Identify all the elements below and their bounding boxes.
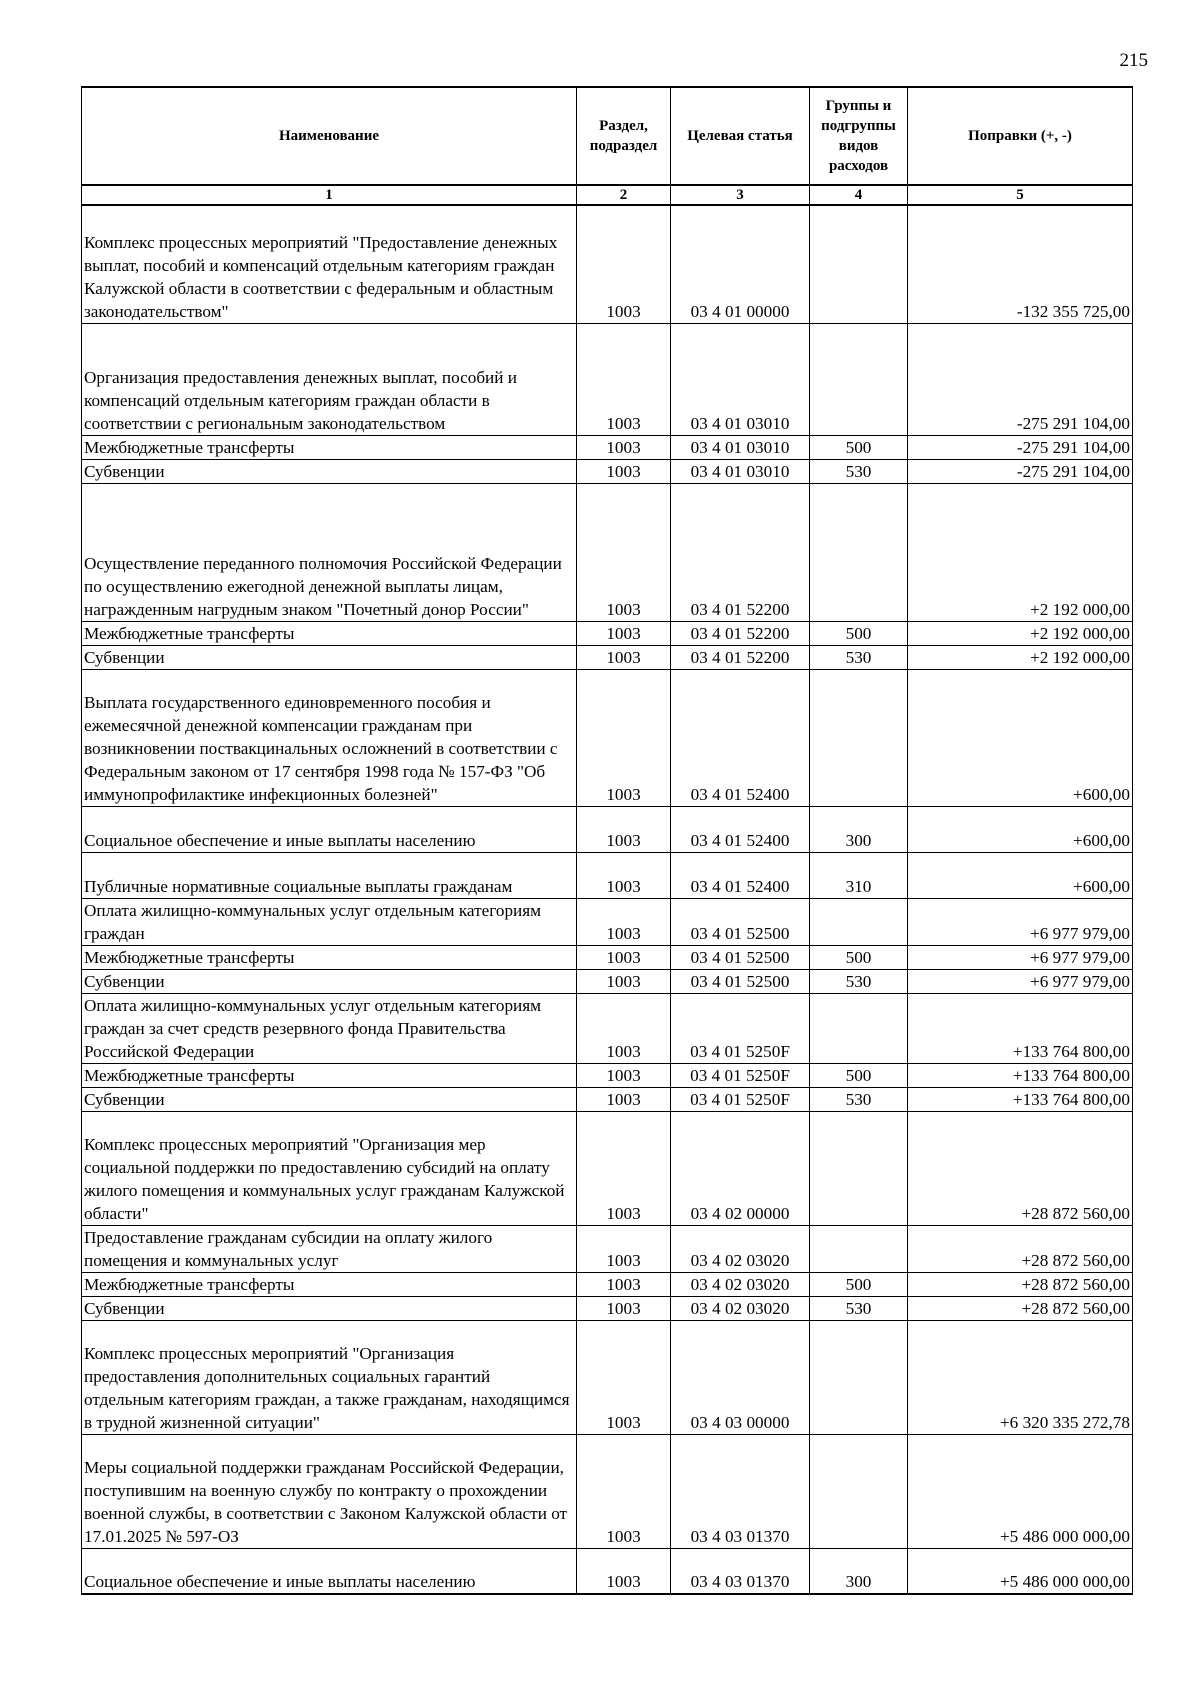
- cell-vid: [810, 1111, 908, 1225]
- table-row: [82, 621, 1133, 645]
- cell-vid: 310: [810, 852, 908, 898]
- cell-name: Выплата государственного единовременного пособия и ежемесячной денежной компенсации гражданам при возникновении поствакцинальных осложнений в соответствии с Федеральным законом от 17 сентября 1998 года № 157-ФЗ "Об иммунопрофилактике инфекционных болезней": [82, 669, 577, 806]
- cell-amount: -275 291 104,00: [908, 435, 1133, 459]
- table-row: [82, 1320, 1133, 1434]
- cell-razdel: 1003: [577, 323, 671, 435]
- cell-razdel: 1003: [577, 435, 671, 459]
- cell-statya: 03 4 01 52500: [671, 945, 810, 969]
- cell-vid: 530: [810, 1296, 908, 1320]
- column-number: 3: [671, 185, 810, 205]
- cell-razdel: 1003: [577, 669, 671, 806]
- cell-statya: 03 4 01 52200: [671, 645, 810, 669]
- cell-statya: 03 4 01 03010: [671, 459, 810, 483]
- cell-razdel: 1003: [577, 1548, 671, 1594]
- cell-razdel: 1003: [577, 993, 671, 1063]
- table-row: [82, 1063, 1133, 1087]
- cell-statya: 03 4 01 5250F: [671, 1063, 810, 1087]
- cell-amount: -275 291 104,00: [908, 459, 1133, 483]
- cell-amount: +2 192 000,00: [908, 645, 1133, 669]
- cell-razdel: 1003: [577, 1272, 671, 1296]
- cell-statya: 03 4 02 03020: [671, 1296, 810, 1320]
- cell-statya: 03 4 01 52200: [671, 483, 810, 621]
- cell-amount: +5 486 000 000,00: [908, 1548, 1133, 1594]
- cell-razdel: 1003: [577, 621, 671, 645]
- header-statya: Целевая статья: [671, 87, 810, 185]
- cell-name: Межбюджетные трансферты: [82, 621, 577, 645]
- cell-amount: +28 872 560,00: [908, 1296, 1133, 1320]
- cell-vid: 300: [810, 1548, 908, 1594]
- cell-statya: 03 4 01 52400: [671, 852, 810, 898]
- table-row: [82, 969, 1133, 993]
- cell-amount: +600,00: [908, 669, 1133, 806]
- cell-name: Комплекс процессных мероприятий "Предоставление денежных выплат, пособий и компенсаций отдельным категориям граждан Калужской области в соответствии с федеральным и областным законодательством": [82, 205, 577, 323]
- table-row: [82, 483, 1133, 621]
- table-row: [82, 993, 1133, 1063]
- cell-vid: 500: [810, 435, 908, 459]
- header-vid: Группы и подгруппы видов расходов: [810, 87, 908, 185]
- cell-name: Осуществление переданного полномочия Российской Федерации по осуществлению ежегодной денежной выплаты лицам, награжденным нагрудным знаком "Почетный донор России": [82, 483, 577, 621]
- cell-vid: 300: [810, 806, 908, 852]
- cell-name: Субвенции: [82, 645, 577, 669]
- cell-amount: -132 355 725,00: [908, 205, 1133, 323]
- cell-name: Оплата жилищно-коммунальных услуг отдельным категориям граждан за счет средств резервного фонда Правительства Российской Федерации: [82, 993, 577, 1063]
- cell-statya: 03 4 01 5250F: [671, 993, 810, 1063]
- cell-statya: 03 4 01 52500: [671, 898, 810, 945]
- cell-amount: +5 486 000 000,00: [908, 1434, 1133, 1548]
- table-row: [82, 945, 1133, 969]
- cell-vid: 530: [810, 969, 908, 993]
- cell-statya: 03 4 01 52400: [671, 806, 810, 852]
- table-row: [82, 645, 1133, 669]
- cell-vid: [810, 669, 908, 806]
- cell-razdel: 1003: [577, 806, 671, 852]
- cell-vid: [810, 993, 908, 1063]
- cell-name: Субвенции: [82, 1087, 577, 1111]
- cell-vid: [810, 1320, 908, 1434]
- cell-name: Меры социальной поддержки гражданам Российской Федерации, поступившим на военную службу по контракту о прохождении военной службы, в соответствии с Законом Калужской области от 17.01.2025 № 597-ОЗ: [82, 1434, 577, 1548]
- table-row: [82, 1272, 1133, 1296]
- cell-amount: +6 977 979,00: [908, 969, 1133, 993]
- header-razdel: Раздел, подраздел: [577, 87, 671, 185]
- column-number: 5: [908, 185, 1133, 205]
- cell-razdel: 1003: [577, 969, 671, 993]
- cell-vid: [810, 205, 908, 323]
- cell-statya: 03 4 01 52200: [671, 621, 810, 645]
- cell-name: Публичные нормативные социальные выплаты гражданам: [82, 852, 577, 898]
- cell-razdel: 1003: [577, 1063, 671, 1087]
- cell-razdel: 1003: [577, 645, 671, 669]
- cell-razdel: 1003: [577, 852, 671, 898]
- cell-razdel: 1003: [577, 1111, 671, 1225]
- cell-vid: 530: [810, 459, 908, 483]
- cell-amount: +6 977 979,00: [908, 898, 1133, 945]
- cell-razdel: 1003: [577, 1320, 671, 1434]
- cell-amount: +6 320 335 272,78: [908, 1320, 1133, 1434]
- cell-amount: +133 764 800,00: [908, 993, 1133, 1063]
- cell-statya: 03 4 01 00000: [671, 205, 810, 323]
- cell-amount: +6 977 979,00: [908, 945, 1133, 969]
- cell-razdel: 1003: [577, 1296, 671, 1320]
- column-number: 1: [82, 185, 577, 205]
- cell-statya: 03 4 01 52500: [671, 969, 810, 993]
- cell-amount: +2 192 000,00: [908, 483, 1133, 621]
- cell-vid: [810, 483, 908, 621]
- cell-statya: 03 4 01 52400: [671, 669, 810, 806]
- cell-amount: -275 291 104,00: [908, 323, 1133, 435]
- cell-amount: +2 192 000,00: [908, 621, 1133, 645]
- table-row: [82, 323, 1133, 435]
- page-number: 215: [1119, 50, 1148, 71]
- table-row: [82, 435, 1133, 459]
- cell-amount: +28 872 560,00: [908, 1111, 1133, 1225]
- table-row: [82, 1087, 1133, 1111]
- table-row: [82, 898, 1133, 945]
- cell-razdel: 1003: [577, 483, 671, 621]
- cell-vid: [810, 323, 908, 435]
- table-row: [82, 669, 1133, 806]
- cell-name: Субвенции: [82, 1296, 577, 1320]
- cell-name: Межбюджетные трансферты: [82, 1272, 577, 1296]
- table-row: [82, 1111, 1133, 1225]
- cell-statya: 03 4 03 01370: [671, 1548, 810, 1594]
- header-amount: Поправки (+, -): [908, 87, 1133, 185]
- table-row: [82, 1296, 1133, 1320]
- column-number: 2: [577, 185, 671, 205]
- cell-amount: +28 872 560,00: [908, 1272, 1133, 1296]
- cell-amount: +133 764 800,00: [908, 1063, 1133, 1087]
- cell-name: Межбюджетные трансферты: [82, 435, 577, 459]
- table-row: [82, 459, 1133, 483]
- cell-razdel: 1003: [577, 945, 671, 969]
- cell-name: Субвенции: [82, 459, 577, 483]
- cell-vid: 500: [810, 945, 908, 969]
- cell-name: Субвенции: [82, 969, 577, 993]
- table-header-row: [82, 87, 1133, 185]
- cell-razdel: 1003: [577, 459, 671, 483]
- column-number: 4: [810, 185, 908, 205]
- cell-name: Социальное обеспечение и иные выплаты населению: [82, 1548, 577, 1594]
- cell-vid: 530: [810, 645, 908, 669]
- cell-name: Межбюджетные трансферты: [82, 945, 577, 969]
- cell-name: Социальное обеспечение и иные выплаты населению: [82, 806, 577, 852]
- cell-vid: 500: [810, 621, 908, 645]
- cell-amount: +600,00: [908, 852, 1133, 898]
- cell-vid: [810, 1434, 908, 1548]
- cell-statya: 03 4 01 5250F: [671, 1087, 810, 1111]
- cell-vid: 500: [810, 1063, 908, 1087]
- cell-vid: 530: [810, 1087, 908, 1111]
- table-row: [82, 205, 1133, 323]
- cell-razdel: 1003: [577, 1434, 671, 1548]
- cell-statya: 03 4 03 01370: [671, 1434, 810, 1548]
- cell-vid: [810, 898, 908, 945]
- cell-amount: +28 872 560,00: [908, 1225, 1133, 1272]
- table-row: [82, 1434, 1133, 1548]
- cell-statya: 03 4 02 03020: [671, 1225, 810, 1272]
- table-row: [82, 1225, 1133, 1272]
- cell-razdel: 1003: [577, 1087, 671, 1111]
- cell-vid: 500: [810, 1272, 908, 1296]
- table-row: [82, 806, 1133, 852]
- cell-name: Организация предоставления денежных выплат, пособий и компенсаций отдельным категориям граждан области в соответствии с региональным законодательством: [82, 323, 577, 435]
- cell-name: Комплекс процессных мероприятий "Организация предоставления дополнительных социальных гарантий отдельным категориям граждан, а также гражданам, находящимся в трудной жизненной ситуации": [82, 1320, 577, 1434]
- cell-name: Предоставление гражданам субсидии на оплату жилого помещения и коммунальных услуг: [82, 1225, 577, 1272]
- table-body: [82, 205, 1133, 1594]
- cell-name: Оплата жилищно-коммунальных услуг отдельным категориям граждан: [82, 898, 577, 945]
- column-number-row: [82, 185, 1133, 205]
- cell-amount: +133 764 800,00: [908, 1087, 1133, 1111]
- table-row: [82, 852, 1133, 898]
- cell-statya: 03 4 01 03010: [671, 435, 810, 459]
- cell-name: Межбюджетные трансферты: [82, 1063, 577, 1087]
- cell-razdel: 1003: [577, 1225, 671, 1272]
- cell-statya: 03 4 02 03020: [671, 1272, 810, 1296]
- table-row: [82, 1548, 1133, 1594]
- cell-amount: +600,00: [908, 806, 1133, 852]
- budget-amendments-table: [81, 86, 1133, 1595]
- cell-vid: [810, 1225, 908, 1272]
- header-name: Наименование: [82, 87, 577, 185]
- cell-razdel: 1003: [577, 898, 671, 945]
- cell-statya: 03 4 02 00000: [671, 1111, 810, 1225]
- cell-name: Комплекс процессных мероприятий "Организация мер социальной поддержки по предоставлению субсидий на оплату жилого помещения и коммунальных услуг гражданам Калужской области": [82, 1111, 577, 1225]
- cell-statya: 03 4 01 03010: [671, 323, 810, 435]
- cell-razdel: 1003: [577, 205, 671, 323]
- cell-statya: 03 4 03 00000: [671, 1320, 810, 1434]
